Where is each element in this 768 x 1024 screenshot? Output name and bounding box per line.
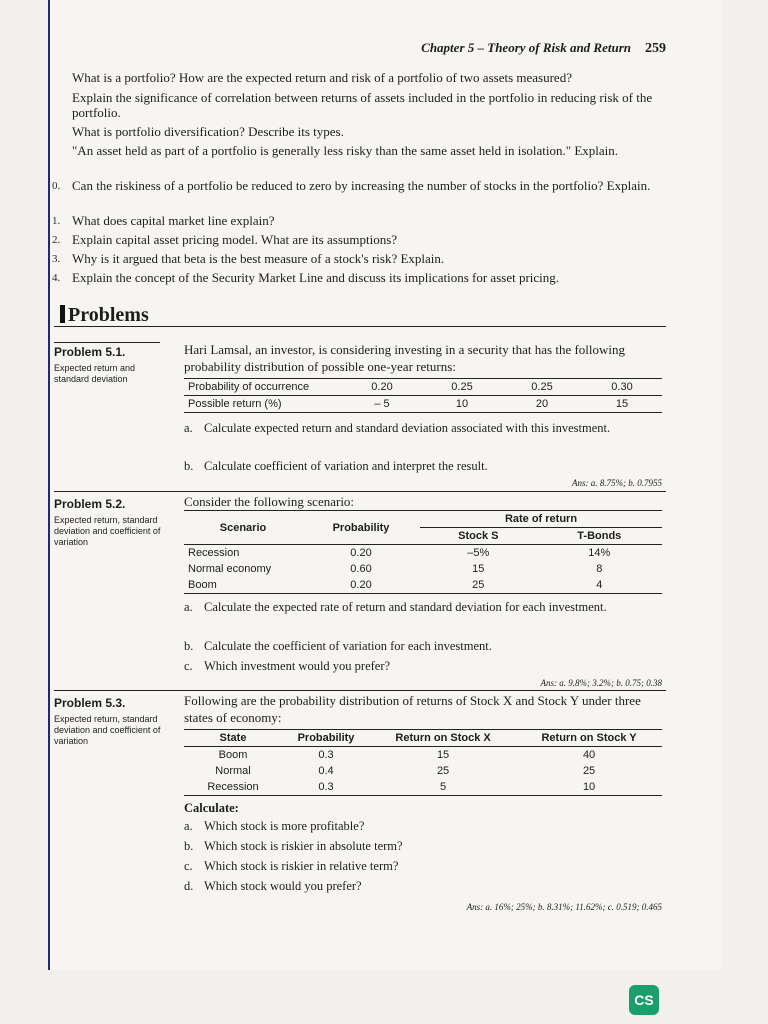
problem-topic: Expected return and standard deviation — [54, 363, 136, 384]
problem-item — [184, 838, 662, 854]
cell: 15 — [472, 563, 485, 575]
cell: Boom — [188, 579, 217, 591]
question-number: 1. — [52, 215, 61, 227]
cell: 25 — [436, 765, 450, 777]
item-text: Which stock is riskier in absolute term? — [204, 839, 403, 853]
probability-table — [184, 378, 662, 413]
col-header: Scenario — [219, 521, 267, 534]
problem-title: Problem 5.3. — [54, 696, 126, 710]
problem-item — [184, 878, 662, 894]
item-label: b. — [184, 639, 194, 653]
cell: 8 — [596, 563, 603, 575]
cell: 4 — [596, 579, 603, 591]
item-text: Which stock would you prefer? — [204, 879, 362, 893]
item-text: Which stock is riskier in relative term? — [204, 859, 399, 873]
question: Explain capital asset pricing model. What are its assumptions? — [72, 232, 398, 247]
problem-topic: Expected return, standard deviation and coefficient of variation — [54, 714, 161, 746]
table-row — [184, 747, 662, 764]
problem-item — [184, 420, 662, 436]
col-header: State — [219, 732, 247, 744]
col-header: Return on Stock X — [395, 732, 491, 744]
item-text: Which stock is more profitable? — [204, 819, 365, 833]
problems-heading — [60, 304, 149, 327]
question-number: 4. — [52, 272, 61, 284]
item-label: a. — [184, 421, 193, 435]
cell: 0.3 — [318, 781, 334, 793]
scenario-table — [184, 511, 662, 594]
item-text: Which investment would you prefer? — [204, 659, 391, 673]
section-rule — [54, 326, 666, 327]
col-header: Rate of return — [420, 511, 662, 528]
cell: Boom — [218, 749, 248, 761]
item-text: Calculate the expected rate of return and standard deviation for each investment. — [204, 600, 607, 614]
table-row — [184, 779, 662, 796]
problem-item — [184, 599, 662, 615]
question-number: 2. — [52, 234, 61, 246]
row-label: Possible return (%) — [188, 398, 282, 410]
cell: 14% — [588, 547, 611, 559]
question-number: 3. — [52, 253, 61, 265]
col-header: Stock S — [458, 530, 499, 542]
col-header: Probability — [297, 732, 355, 744]
question: Explain the concept of the Security Market Line and discuss its implications for asset pricing. — [72, 270, 560, 285]
problem-intro: Consider the following scenario: — [184, 494, 355, 509]
section-rule — [54, 690, 666, 691]
item-text: Calculate expected return and standard deviation associated with this investment. — [204, 421, 611, 435]
cell: 25 — [582, 765, 596, 777]
item-label: a. — [184, 600, 193, 614]
cell: 40 — [582, 749, 596, 761]
table-row — [184, 545, 662, 562]
problem-title: Problem 5.2. — [54, 497, 126, 511]
cell: 0.20 — [350, 547, 372, 559]
item-label: a. — [184, 819, 193, 833]
cell: 10 — [455, 398, 469, 410]
problem-item — [184, 858, 662, 874]
col-header: Return on Stock Y — [541, 732, 637, 744]
distribution-table — [184, 729, 662, 796]
answer: Ans: a. 8.75%; b. 0.7955 — [572, 478, 662, 488]
cell: – 5 — [374, 398, 390, 410]
cell: 20 — [535, 398, 549, 410]
cell: 0.20 — [371, 381, 393, 393]
question: What is portfolio diversification? Describe its types. — [72, 124, 344, 139]
calculate-label: Calculate: — [184, 801, 239, 815]
cell: 0.60 — [350, 563, 372, 575]
cell: Normal economy — [188, 563, 272, 575]
chapter-title: Chapter 5 – Theory of Risk and Return — [421, 40, 631, 55]
side-rule — [54, 342, 160, 343]
page-number: 259 — [645, 41, 666, 56]
cell: 15 — [615, 398, 629, 410]
cell: 0.3 — [318, 749, 334, 761]
cell: –5% — [467, 547, 490, 559]
table-row — [184, 763, 662, 779]
cell: 0.25 — [451, 381, 473, 393]
problem-item — [184, 818, 662, 834]
camscanner-logo: CS — [629, 985, 659, 1015]
item-label: b. — [184, 839, 194, 853]
question: Can the riskiness of a portfolio be reduced to zero by increasing the number of stocks in the portfolio? Explain. — [72, 178, 651, 193]
problem-item — [184, 458, 662, 474]
problem-intro: Hari Lamsal, an investor, is considering investing in a security that has the following probability distribution of possible one-year returns: — [184, 342, 626, 374]
item-text: Calculate the coefficient of variation for each investment. — [204, 639, 492, 653]
cell: 25 — [472, 579, 485, 591]
row-label: Probability of occurrence — [188, 381, 310, 393]
cell: Recession — [188, 547, 240, 559]
cell: Recession — [207, 781, 259, 793]
table-row — [184, 577, 662, 594]
item-label: d. — [184, 879, 194, 893]
item-text: Calculate coefficient of variation and interpret the result. — [204, 459, 488, 473]
item-label: c. — [184, 659, 193, 673]
answer: Ans: a. 16%; 25%; b. 8.31%; 11.62%; c. 0.519; 0.465 — [466, 902, 662, 912]
cell: 0.30 — [611, 381, 633, 393]
cell: 5 — [440, 781, 447, 793]
item-label: b. — [184, 459, 194, 473]
question-number: 0. — [52, 180, 61, 192]
table-row — [184, 561, 662, 577]
cell: 0.25 — [531, 381, 553, 393]
col-header: Probability — [332, 521, 390, 534]
problem-intro: Following are the probability distribution of returns of Stock X and Stock Y under three states of economy: — [184, 693, 641, 725]
cell: 0.20 — [350, 579, 372, 591]
question: "An asset held as part of a portfolio is generally less risky than the same asset held in isolation." Explain. — [72, 143, 619, 158]
question: Why is it argued that beta is the best measure of a stock's risk? Explain. — [72, 251, 445, 266]
question: What is a portfolio? How are the expected return and risk of a portfolio of two assets measured? — [72, 70, 572, 85]
cell: 15 — [436, 749, 450, 761]
col-header: T-Bonds — [577, 530, 622, 542]
book-page — [48, 0, 722, 970]
heading-bar — [60, 305, 65, 323]
problem-item — [184, 658, 662, 674]
question: Explain the significance of correlation between returns of assets included in the portfolio in reducing risk of the portfolio. — [72, 90, 653, 120]
problem-title: Problem 5.1. — [54, 345, 126, 359]
problems-heading-text: Problems — [68, 304, 149, 326]
section-rule — [54, 491, 666, 492]
answer: Ans: a. 9.8%; 3.2%; b. 0.75; 0.38 — [540, 678, 662, 688]
problem-topic: Expected return, standard deviation and coefficient of variation — [54, 515, 161, 547]
question: What does capital market line explain? — [72, 213, 275, 228]
cell: 10 — [582, 781, 596, 793]
cell: 0.4 — [318, 765, 334, 777]
problem-item — [184, 638, 662, 654]
page-header — [50, 40, 722, 60]
item-label: c. — [184, 859, 193, 873]
cell: Normal — [215, 765, 251, 777]
